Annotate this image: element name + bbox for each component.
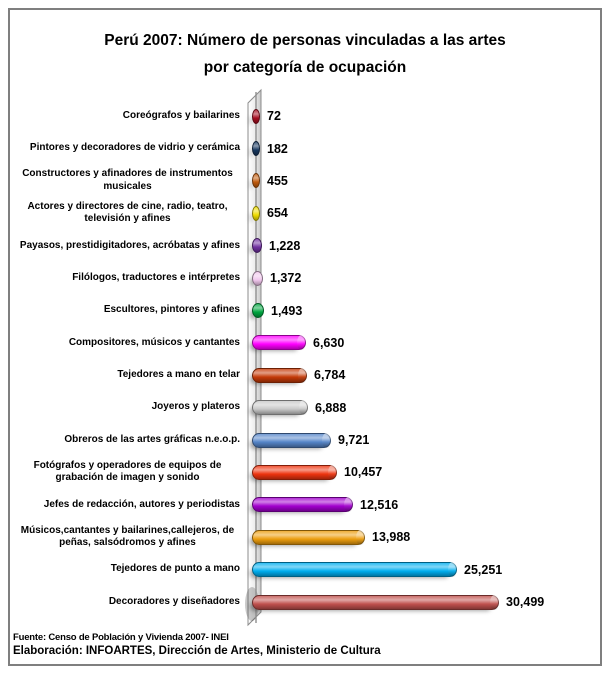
value-label: 1,228 — [269, 238, 301, 253]
category-label — [10, 201, 240, 226]
chart-bar — [252, 109, 260, 124]
chart-row — [10, 392, 602, 424]
value-label: 13,988 — [372, 530, 411, 545]
bar-and-value — [252, 173, 288, 188]
bar-and-value — [252, 400, 346, 415]
bar-and-value — [252, 368, 345, 383]
chart-bar — [252, 206, 260, 221]
chart-row — [10, 521, 602, 553]
chart-bar — [252, 173, 260, 188]
chart-footer — [13, 631, 381, 659]
footer-elaboration: Elaboración: INFOARTES, Dirección de Artes, Ministerio de Cultura — [13, 645, 381, 657]
bar-and-value — [252, 562, 502, 577]
chart-bar — [252, 271, 263, 286]
category-label-text: Compositores, músicos y cantantes — [68, 336, 240, 348]
bar-and-value — [252, 109, 281, 124]
category-label — [10, 272, 240, 285]
value-label: 455 — [267, 173, 288, 188]
chart-bar — [252, 562, 457, 577]
value-label: 30,499 — [506, 595, 545, 610]
chart-row — [10, 424, 602, 456]
category-label-text: Escultores, pintores y afines — [103, 304, 240, 316]
value-label: 1,372 — [270, 271, 302, 286]
chart-bar — [252, 497, 353, 512]
category-label-text: Jefes de redacción, autores y periodistas — [43, 498, 240, 510]
chart-title-line2: por categoría de ocupación — [203, 59, 407, 76]
category-label — [10, 142, 240, 155]
value-label: 10,457 — [344, 465, 383, 480]
category-label-text: Payasos, prestidigitadores, acróbatas y afines — [19, 239, 240, 251]
chart-row — [10, 262, 602, 294]
category-label — [10, 337, 240, 350]
bar-and-value — [252, 303, 302, 318]
chart-rows — [10, 88, 602, 618]
chart-bar — [252, 465, 337, 480]
category-label-text: Constructores y afinadores de instrumentos musicales — [22, 168, 233, 192]
value-label: 25,251 — [464, 562, 503, 577]
chart-title — [0, 27, 610, 81]
category-label — [10, 401, 240, 414]
value-label: 1,493 — [271, 303, 303, 318]
chart-row — [10, 456, 602, 488]
bar-and-value — [252, 530, 410, 545]
chart-row — [10, 553, 602, 585]
chart-row — [10, 230, 602, 262]
chart-row — [10, 197, 602, 229]
category-label — [10, 240, 240, 253]
category-label — [10, 596, 240, 609]
value-label: 9,721 — [338, 433, 370, 448]
chart-row — [10, 132, 602, 164]
category-label-text: Fotógrafos y operadores de equipos de grabación de imagen y sonido — [33, 459, 222, 484]
category-label-text: Obreros de las artes gráficas n.e.o.p. — [64, 433, 240, 445]
chart-row — [10, 294, 602, 326]
category-label — [10, 460, 240, 485]
value-label: 182 — [267, 141, 288, 156]
chart-row — [10, 327, 602, 359]
category-label — [10, 499, 240, 512]
chart-bar — [252, 335, 306, 350]
category-label-text: Tejedores de punto a mano — [110, 563, 240, 575]
category-label-text: Músicos,cantantes y bailarines,callejeros, de peñas, salsódromos y afines — [20, 524, 235, 549]
chart-row — [10, 359, 602, 391]
value-label: 12,516 — [360, 497, 399, 512]
value-label: 6,888 — [315, 400, 347, 415]
chart-bar — [252, 368, 307, 383]
category-label-text: Tejedores a mano en telar — [117, 369, 240, 381]
category-label — [10, 304, 240, 317]
chart-row — [10, 100, 602, 132]
chart-bar — [252, 400, 308, 415]
chart-bar — [252, 595, 499, 610]
chart-bar — [252, 141, 260, 156]
bar-and-value — [252, 141, 288, 156]
category-label — [10, 525, 240, 550]
bar-and-value — [252, 335, 344, 350]
bar-and-value — [252, 497, 398, 512]
bar-and-value — [252, 595, 544, 610]
footer-source: Fuente: Censo de Población y Vivienda 2007- INEI — [13, 632, 229, 643]
category-label — [10, 434, 240, 447]
chart-bar — [252, 238, 262, 253]
value-label: 654 — [267, 206, 288, 221]
bar-and-value — [252, 238, 300, 253]
category-label-text: Pintores y decoradores de vidrio y cerámica — [29, 142, 240, 154]
chart-row — [10, 586, 602, 618]
category-label-text: Filólogos, traductores e intérpretes — [72, 271, 240, 283]
category-label — [10, 369, 240, 382]
chart-bar — [252, 433, 331, 448]
category-label-text: Coreógrafos y bailarines — [122, 109, 240, 121]
bar-and-value — [252, 271, 301, 286]
category-label-text: Decoradores y diseñadores — [108, 595, 240, 607]
category-label-text: Joyeros y plateros — [151, 401, 240, 413]
chart-bar — [252, 530, 365, 545]
bar-and-value — [252, 433, 369, 448]
value-label: 72 — [267, 109, 281, 124]
category-label — [10, 168, 240, 193]
value-label: 6,630 — [313, 335, 345, 350]
chart-row — [10, 489, 602, 521]
category-label-text: Actores y directores de cine, radio, teatro, televisión y afines — [27, 200, 228, 225]
bar-and-value — [252, 465, 382, 480]
bar-and-value — [252, 206, 288, 221]
value-label: 6,784 — [314, 368, 346, 383]
chart-row — [10, 165, 602, 197]
chart-title-line1: Perú 2007: Número de personas vinculadas a las artes — [104, 32, 506, 49]
chart-bar — [252, 303, 264, 318]
category-label — [10, 563, 240, 576]
category-label — [10, 110, 240, 123]
